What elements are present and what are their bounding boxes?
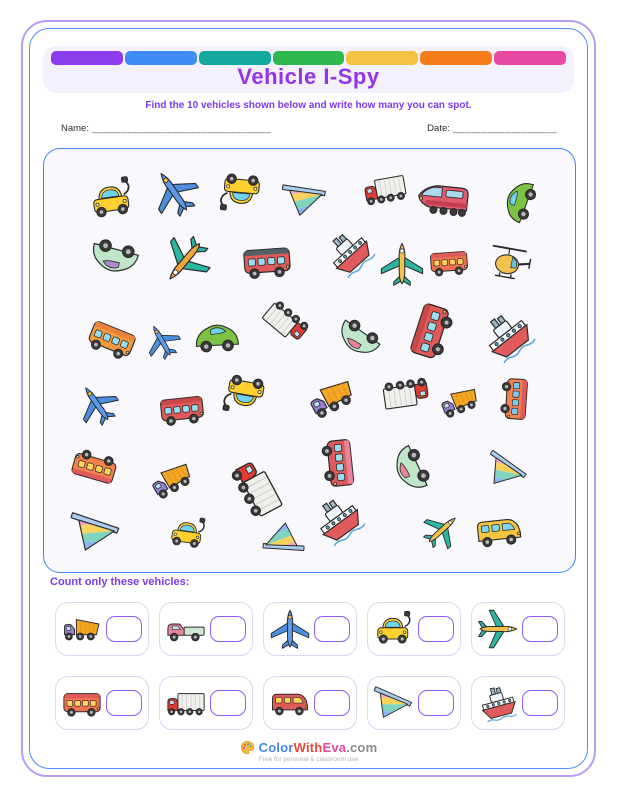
count-cell [263,676,357,730]
bus-icon [428,241,471,284]
brand-name [259,740,378,755]
ship-icon [474,679,523,728]
count-cell [55,602,149,656]
rainbow-segment [125,51,197,65]
helicopter-icon [483,237,536,290]
flipped-car-icon [82,226,146,290]
rainbow-segment [494,51,566,65]
airplane-icon [150,226,220,296]
rainbow-segment [273,51,345,65]
dump-truck-icon [141,448,204,511]
train-icon [413,169,472,228]
answer-box[interactable] [106,690,142,716]
paper-sailboat-icon [280,170,334,224]
sailboat-icon [70,504,124,558]
name-input-line[interactable]: _______________________________ [91,123,272,134]
answer-box[interactable] [522,690,558,716]
sailboat-icon [374,683,414,723]
answer-box[interactable] [106,616,142,642]
sailboat-icon [483,446,533,496]
count-cell [55,676,149,730]
header [43,46,574,93]
name-date-row [61,123,557,134]
palette-icon [240,740,255,755]
answer-box[interactable] [314,690,350,716]
sailboat-icon [253,514,307,568]
count-cell [159,602,253,656]
airplane-icon [141,159,208,226]
blue-airplane-icon [270,609,310,649]
answer-box[interactable] [210,690,246,716]
bus-icon [81,308,143,370]
ship-icon [315,218,383,286]
answer-box[interactable] [418,690,454,716]
subtitle: Find the 10 vehicles shown below and write how many you can spot. [145,100,472,111]
date-label: Date: [427,123,450,134]
car-icon [377,436,443,502]
worksheet-inner-border [29,28,588,769]
bus-icon [157,384,208,435]
count-cell [263,602,357,656]
electric-car-icon [167,512,210,555]
dump-truck-icon [298,363,366,431]
ship-icon [303,484,373,554]
puzzle-field [43,148,576,573]
bus-icon [493,376,540,423]
semi-truck-icon [166,683,206,723]
brand-part: With [293,740,323,755]
rainbow-segment [199,51,271,65]
car-icon [490,172,549,231]
electric-car-flipped-icon [217,366,270,419]
count-cell [471,602,565,656]
airplane-icon [137,316,186,365]
footer [30,740,587,763]
dump-truck-icon [433,374,488,429]
answer-box[interactable] [210,616,246,642]
minibus-icon [270,683,310,723]
brand-part: Eva [322,740,347,755]
page-title: Vehicle I-Spy [237,64,380,89]
count-cell [367,676,461,730]
footer-tagline: Free for personal & classroom use [258,756,359,763]
trolley-bus-icon [395,296,466,367]
car-icon [192,312,242,362]
semi-truck-flipped-icon [379,368,433,422]
rainbow-segment [346,51,418,65]
teal-airplane-icon [478,609,518,649]
brand-part: .com [346,740,378,755]
trolley-bus-icon [313,436,368,491]
count-cell [471,676,565,730]
dump-truck-icon [62,609,102,649]
rainbow-segment [420,51,492,65]
ship-icon [471,299,544,372]
orange-bus-icon [62,683,102,723]
brand-row [30,740,587,755]
semi-truck-icon [360,164,411,215]
electric-car-flipped-icon [215,166,265,216]
answer-box[interactable] [418,616,454,642]
brand-part: Color [258,740,294,755]
bus-icon [240,234,293,287]
flipped-car-icon [325,306,392,373]
flipped-bus-icon [66,440,123,497]
answer-box[interactable] [522,616,558,642]
count-cell [159,676,253,730]
date-input-line[interactable]: __________________ [452,123,557,134]
name-label: Name: [61,123,89,134]
pickup-truck-icon [166,609,206,649]
count-cell [367,602,461,656]
answer-box[interactable] [314,616,350,642]
semi-truck-flipped-icon [253,291,318,356]
worksheet-outer-border [21,20,596,777]
airplane-icon [68,375,126,433]
electric-car-icon [86,173,138,225]
count-grid [55,602,565,730]
electric-car-icon [374,609,414,649]
airplane-icon [380,242,424,286]
rainbow-segment [51,51,123,65]
count-heading: Count only these vehicles: [50,576,190,588]
rainbow-bar [51,51,566,65]
van-icon [473,505,526,558]
airplane-icon [415,503,469,557]
